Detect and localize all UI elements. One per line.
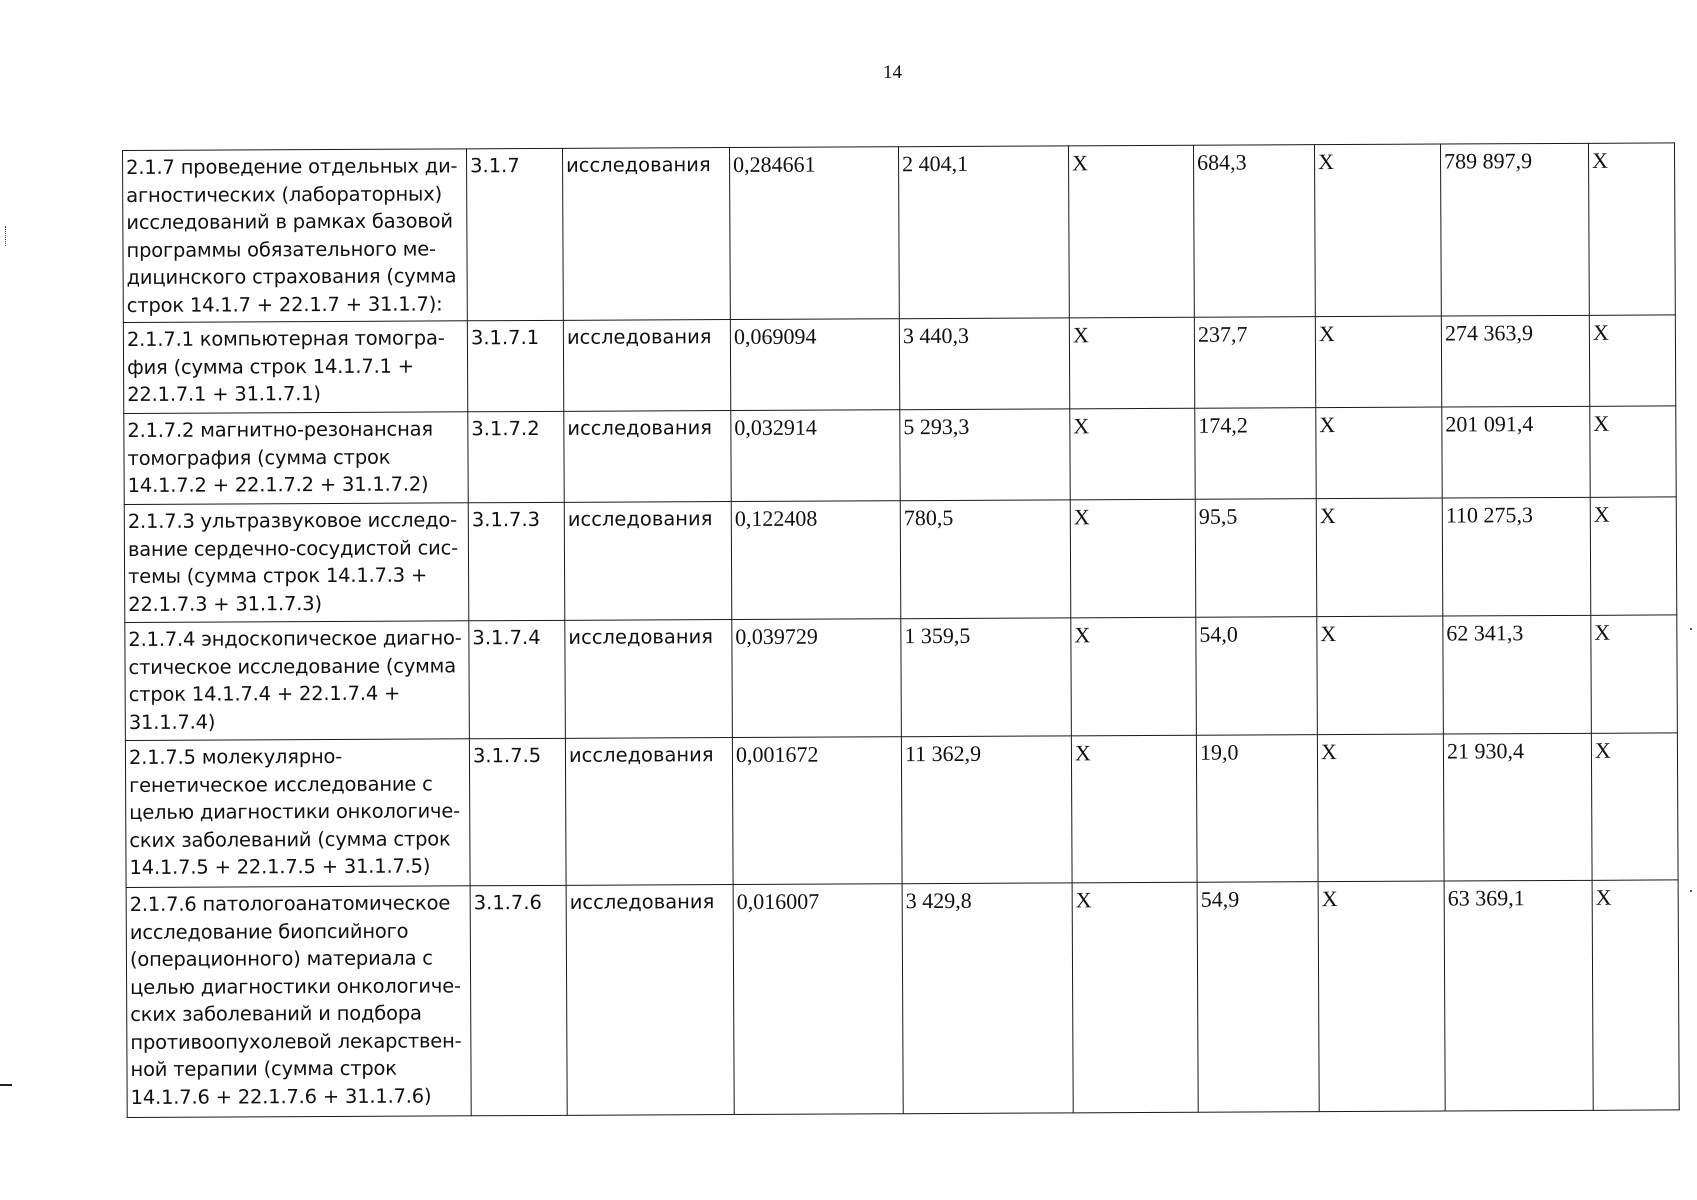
row-value-col5: 780,5: [900, 500, 1071, 619]
row-value-col8: Х: [1317, 734, 1444, 882]
row-code: 3.1.7.1: [467, 320, 563, 411]
row-value-col5: 11 362,9: [901, 736, 1072, 884]
row-value-col5: 1 359,5: [901, 618, 1072, 737]
row-value-col10: Х: [1590, 497, 1677, 615]
row-value-col4: 0,122408: [731, 501, 901, 620]
row-value-col9: 21 930,4: [1443, 733, 1592, 881]
row-value-col6: Х: [1068, 145, 1194, 318]
row-name: 2.1.7.6 патологоанатомическое исследование биопсийного (операционного) материала с целью диагностики онкологиче-ских заболеваний и подбора противоопухолевой лекарствен-ной терапии (сумма строк 14.1.7.6 + 22.1.7.6 + 31.1.7.6): [126, 886, 471, 1118]
row-value-col5: 3 440,3: [899, 318, 1069, 410]
margin-scan-mark: [0, 1084, 12, 1086]
row-value-col6: Х: [1072, 882, 1198, 1113]
row-unit: исследования: [564, 411, 731, 503]
row-code: 3.1.7.6: [470, 885, 567, 1115]
row-value-col9: 274 363,9: [1441, 315, 1589, 407]
row-unit: исследования: [562, 148, 730, 321]
row-name: 2.1.7.4 эндоскопическое диагно-стическое исследование (сумма строк 14.1.7.4 + 22.1.7.4 + 31.1.7.4): [125, 621, 470, 741]
row-value-col8: Х: [1317, 616, 1444, 735]
row-value-col4: 0,001672: [732, 737, 902, 885]
margin-scan-mark: [1690, 890, 1692, 892]
row-code: 3.1.7.3: [468, 502, 565, 620]
row-code: 3.1.7.5: [469, 738, 566, 885]
row-value-col8: Х: [1318, 881, 1445, 1112]
row-value-col4: 0,069094: [730, 319, 899, 411]
row-value-col7: 54,9: [1197, 882, 1319, 1113]
margin-scan-mark: [1690, 628, 1692, 630]
row-value-col8: Х: [1316, 498, 1443, 617]
row-code: 3.1.7.2: [468, 411, 564, 502]
table-row: [123, 143, 1676, 323]
row-unit: исследования: [565, 738, 733, 886]
row-value-col8: Х: [1314, 144, 1441, 317]
table-row: [126, 880, 1679, 1118]
table-row: [125, 615, 1678, 741]
row-value-col5: 5 293,3: [900, 409, 1070, 501]
row-name: 2.1.7.3 ультразвуковое исследо-вание сердечно-сосудистой сис-темы (сумма строк 14.1.7.3 + 22.1.7.3 + 31.1.7.3): [124, 503, 469, 623]
row-value-col6: Х: [1071, 617, 1197, 736]
row-value-col8: Х: [1315, 316, 1441, 408]
row-value-col10: Х: [1590, 406, 1676, 497]
row-value-col7: 237,7: [1194, 317, 1315, 409]
row-unit: исследования: [565, 620, 733, 739]
margin-scan-mark: [5, 226, 8, 246]
row-value-col8: Х: [1316, 407, 1442, 499]
row-value-col7: 54,0: [1196, 617, 1318, 736]
row-value-col10: Х: [1589, 315, 1675, 406]
row-value-col5: 3 429,8: [902, 883, 1073, 1114]
table-row: [124, 406, 1676, 505]
row-value-col4: 0,284661: [729, 147, 899, 320]
row-value-col6: Х: [1071, 735, 1197, 883]
row-name: 2.1.7 проведение отдельных ди-агностических (лабораторных) исследований в рамках базовой программы обязательного ме-дицинского страхования (сумма строк 14.1.7 + 22.1.7 + 31.1.7):: [123, 149, 468, 323]
row-value-col7: 174,2: [1195, 408, 1316, 500]
row-unit: исследования: [564, 502, 732, 621]
row-value-col10: Х: [1591, 615, 1678, 733]
row-value-col4: 0,016007: [733, 884, 903, 1115]
row-value-col4: 0,032914: [731, 410, 900, 502]
row-value-col6: Х: [1069, 317, 1194, 409]
table-row: [125, 733, 1678, 888]
row-unit: исследования: [563, 320, 730, 412]
row-value-col10: Х: [1591, 733, 1678, 880]
row-value-col9: 110 275,3: [1442, 497, 1591, 616]
row-value-col7: 19,0: [1196, 735, 1318, 883]
row-value-col7: 95,5: [1195, 499, 1317, 618]
row-value-col10: Х: [1592, 880, 1679, 1110]
row-value-col9: 789 897,9: [1440, 143, 1589, 316]
row-value-col7: 684,3: [1193, 145, 1315, 318]
row-name: 2.1.7.1 компьютерная томогра-фия (сумма строк 14.1.7.1 + 22.1.7.1 + 31.1.7.1): [123, 321, 467, 414]
row-value-col6: Х: [1070, 499, 1196, 618]
row-value-col10: Х: [1588, 143, 1675, 315]
row-code: 3.1.7: [466, 148, 563, 320]
row-name: 2.1.7.2 магнитно-резонансная томография (сумма строк 14.1.7.2 + 22.1.7.2 + 31.1.7.2): [124, 412, 468, 505]
services-volume-table: [122, 142, 1680, 1118]
row-value-col5: 2 404,1: [898, 146, 1069, 319]
page-number: 14: [883, 62, 902, 83]
row-value-col4: 0,039729: [732, 619, 902, 738]
row-unit: исследования: [566, 885, 734, 1116]
table-row: [124, 497, 1677, 623]
row-value-col9: 62 341,3: [1443, 615, 1592, 734]
table-row: [123, 315, 1675, 414]
row-code: 3.1.7.4: [469, 620, 566, 738]
row-value-col9: 201 091,4: [1442, 406, 1590, 498]
row-value-col9: 63 369,1: [1444, 880, 1593, 1111]
row-name: 2.1.7.5 молекулярно-генетическое исследование с целью диагностики онкологиче-ских заболеваний (сумма строк 14.1.7.5 + 22.1.7.5 + 31.1.7.5): [125, 739, 470, 888]
row-value-col6: Х: [1070, 408, 1195, 500]
